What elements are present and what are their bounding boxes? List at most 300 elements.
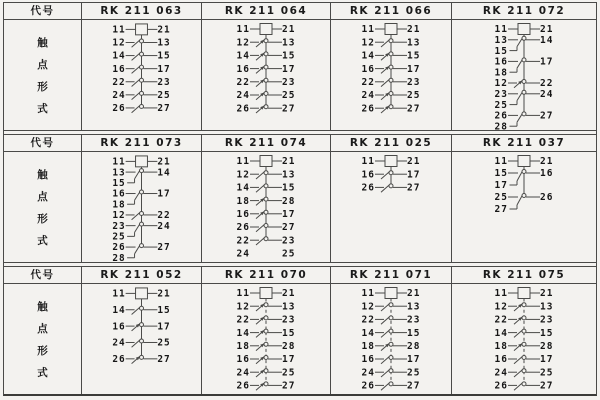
contact-pivot <box>264 39 268 43</box>
coil-symbol <box>136 24 148 35</box>
contact-schematic <box>331 153 451 263</box>
section-header-row <box>4 135 596 152</box>
contact-pivot <box>140 355 144 359</box>
terminal-label: 23 <box>112 220 126 232</box>
contact-pivot <box>522 356 526 360</box>
table-section-2 <box>4 135 596 262</box>
terminal-label: 16 <box>494 56 508 68</box>
table-section-1 <box>4 3 596 130</box>
terminal-label: 27 <box>540 110 554 122</box>
terminal-label: 16 <box>540 168 554 180</box>
terminal-label: 25 <box>407 90 421 102</box>
contact-pivot <box>264 382 268 386</box>
terminal-label: 11 <box>112 156 126 168</box>
contact-pivot <box>522 80 526 84</box>
contact-pivot <box>140 222 144 226</box>
model-code: RK 211 052 <box>82 267 202 283</box>
terminal-label: 22 <box>540 78 554 90</box>
terminal-label: 27 <box>157 354 171 366</box>
terminal-label: 26 <box>236 103 250 115</box>
terminal-label: 18 <box>361 341 375 352</box>
terminal-label: 13 <box>157 37 171 49</box>
contact-pivot <box>389 39 393 43</box>
contact-diagram <box>82 20 202 130</box>
coil-symbol <box>518 288 530 299</box>
contact-diagram <box>452 152 596 262</box>
terminal-label: 25 <box>157 90 171 102</box>
terminal-label: 13 <box>407 37 421 49</box>
terminal-label: 13 <box>282 169 296 181</box>
terminal-label: 13 <box>112 167 126 179</box>
contact-pivot <box>389 184 393 188</box>
terminal-label: 11 <box>361 288 375 300</box>
terminal-label: 14 <box>540 35 554 46</box>
contact-form-label <box>4 20 82 130</box>
coil-symbol <box>518 156 530 167</box>
terminal-label: 16 <box>361 169 375 181</box>
contact-pivot <box>389 78 393 82</box>
contact-pivot <box>389 303 393 307</box>
terminal-label: 21 <box>282 156 296 168</box>
model-code: RK 211 070 <box>202 267 331 283</box>
terminal-label: 27 <box>407 103 421 115</box>
contact-schematic <box>206 285 326 395</box>
terminal-label: 27 <box>282 103 296 115</box>
terminal-label: 17 <box>540 354 554 366</box>
terminal-label: 24 <box>112 337 126 349</box>
terminal-label: 18 <box>494 67 508 79</box>
terminal-label: 14 <box>236 182 250 194</box>
terminal-label: 28 <box>112 252 126 263</box>
terminal-label: 26 <box>361 380 375 392</box>
terminal-label: 26 <box>112 354 126 366</box>
contact-pivot <box>522 342 526 346</box>
contact-diagram <box>202 20 331 130</box>
terminal-label: 27 <box>494 204 508 216</box>
contact-form-label <box>4 284 82 394</box>
terminal-label: 11 <box>361 24 375 36</box>
contact-pivot <box>264 65 268 69</box>
terminal-label: 15 <box>282 327 296 339</box>
terminal-label: 23 <box>282 314 296 326</box>
contact-diagram <box>82 152 202 262</box>
contact-diagram <box>202 284 331 394</box>
terminal-label: 17 <box>494 180 508 192</box>
terminal-label: 21 <box>540 156 554 168</box>
terminal-label: 26 <box>112 103 126 115</box>
terminal-label: 11 <box>236 288 250 300</box>
terminal-label: 15 <box>112 177 126 189</box>
contact-form-label-char: 形 <box>37 80 48 93</box>
terminal-label: 14 <box>361 50 375 62</box>
model-code: RK 211 063 <box>82 3 202 19</box>
terminal-label: 26 <box>361 182 375 194</box>
terminal-label: 27 <box>540 380 554 392</box>
terminal-label: 21 <box>407 288 421 300</box>
section-body-row <box>4 152 596 262</box>
terminal-label: 24 <box>112 90 126 102</box>
contact-pivot <box>389 65 393 69</box>
contact-pivot <box>264 105 268 109</box>
terminal-label: 21 <box>407 24 421 36</box>
terminal-label: 11 <box>236 24 250 36</box>
contact-pivot <box>140 169 144 173</box>
contact-pivot <box>389 342 393 346</box>
model-code: RK 211 075 <box>482 269 566 281</box>
terminal-label: 26 <box>494 110 508 122</box>
contact-pivot <box>264 210 268 214</box>
terminal-label: 17 <box>407 354 421 366</box>
terminal-label: 23 <box>494 89 508 100</box>
terminal-label: 12 <box>236 37 250 49</box>
terminal-label: 15 <box>157 50 171 62</box>
terminal-label: 22 <box>157 210 171 222</box>
terminal-label: 18 <box>494 341 508 352</box>
contact-pivot <box>264 369 268 373</box>
model-code: RK 211 025 <box>331 135 452 151</box>
contact-form-label-char: 点 <box>37 190 48 203</box>
terminal-label: 25 <box>282 367 296 379</box>
terminal-label: 25 <box>407 367 421 379</box>
terminal-label: 15 <box>157 304 171 316</box>
section-header-row <box>4 267 596 284</box>
terminal-label: 28 <box>282 195 296 207</box>
coil-symbol <box>518 24 530 35</box>
terminal-label: 22 <box>236 77 250 88</box>
terminal-label: 17 <box>157 63 171 75</box>
code-header-cell: 代号 <box>4 135 82 151</box>
contact-pivot <box>389 369 393 373</box>
model-code: RK 211 073 <box>82 135 202 151</box>
terminal-label: 13 <box>282 301 296 313</box>
coil-symbol <box>385 288 397 299</box>
contact-diagram <box>202 152 331 262</box>
contact-form-label-char: 触 <box>37 168 48 181</box>
terminal-label: 23 <box>407 77 421 88</box>
terminal-label: 21 <box>157 288 171 300</box>
terminal-label: 26 <box>236 380 250 392</box>
terminal-label: 16 <box>236 63 250 75</box>
contact-pivot <box>140 211 144 215</box>
section-body-row <box>4 20 596 130</box>
terminal-label: 23 <box>282 235 296 247</box>
terminal-label: 26 <box>540 192 554 204</box>
table-section-3 <box>4 267 596 394</box>
terminal-label: 28 <box>494 121 508 131</box>
terminal-label: 14 <box>494 327 508 339</box>
contact-pivot <box>264 184 268 188</box>
terminal-label: 22 <box>361 77 375 88</box>
terminal-label: 12 <box>236 169 250 181</box>
contact-form-label-char: 式 <box>37 234 48 247</box>
terminal-label: 14 <box>361 327 375 339</box>
contact-pivot <box>140 39 144 43</box>
contact-pivot <box>389 171 393 175</box>
terminal-label: 16 <box>361 63 375 75</box>
contact-pivot <box>522 369 526 373</box>
contact-schematic <box>206 21 326 131</box>
contact-pivot <box>264 237 268 241</box>
terminal-label: 25 <box>494 192 508 204</box>
terminal-label: 16 <box>236 209 250 220</box>
contact-pivot <box>264 92 268 96</box>
contact-diagram <box>331 284 452 394</box>
terminal-label: 25 <box>282 248 296 260</box>
terminal-label: 13 <box>282 37 296 49</box>
terminal-label: 17 <box>282 209 296 220</box>
terminal-label: 23 <box>540 314 554 326</box>
terminal-label: 23 <box>282 77 296 88</box>
terminal-label: 14 <box>236 50 250 62</box>
terminal-label: 16 <box>494 354 508 366</box>
contact-pivot <box>264 316 268 320</box>
model-code: RK 211 066 <box>331 3 452 19</box>
contact-pivot <box>522 36 526 40</box>
coil-symbol <box>260 288 272 299</box>
terminal-label: 21 <box>407 156 421 168</box>
contact-pivot <box>389 329 393 333</box>
contact-form-label-char: 触 <box>37 300 48 313</box>
terminal-label: 14 <box>112 304 126 316</box>
terminal-label: 21 <box>540 288 554 300</box>
terminal-label: 21 <box>540 24 554 36</box>
terminal-label: 26 <box>494 380 508 392</box>
contact-pivot <box>522 112 526 116</box>
contact-pivot <box>140 190 144 194</box>
terminal-label: 22 <box>236 314 250 326</box>
terminal-label: 17 <box>157 321 171 333</box>
terminal-label: 15 <box>494 168 508 180</box>
contact-pivot <box>140 91 144 95</box>
section-body-row <box>4 284 596 394</box>
contact-schematic <box>82 21 201 131</box>
terminal-label: 27 <box>157 103 171 115</box>
contact-form-label <box>4 152 82 262</box>
contact-pivot <box>140 104 144 108</box>
terminal-label: 25 <box>540 367 554 379</box>
terminal-label: 15 <box>282 50 296 62</box>
contact-form-label-char: 点 <box>37 322 48 335</box>
terminal-label: 14 <box>157 167 171 179</box>
terminal-label: 12 <box>494 78 508 90</box>
terminal-label: 13 <box>494 35 508 46</box>
terminal-label: 21 <box>282 288 296 300</box>
terminal-label: 12 <box>494 301 508 313</box>
coil-symbol <box>385 24 397 35</box>
terminal-label: 16 <box>112 63 126 75</box>
terminal-label: 24 <box>157 220 171 232</box>
terminal-label: 23 <box>407 314 421 326</box>
contact-form-label-char: 形 <box>37 212 48 225</box>
contact-form-label-char: 式 <box>37 366 48 379</box>
terminal-label: 27 <box>157 242 171 254</box>
model-code: RK 211 071 <box>331 267 452 283</box>
model-code: RK 211 072 <box>482 5 566 17</box>
terminal-label: 16 <box>361 354 375 366</box>
contact-schematic <box>82 285 201 395</box>
terminal-label: 11 <box>494 156 508 168</box>
contact-pivot <box>264 224 268 228</box>
terminal-label: 24 <box>540 89 554 100</box>
terminal-label: 24 <box>236 90 250 102</box>
contact-pivot <box>264 329 268 333</box>
terminal-label: 22 <box>112 76 126 88</box>
terminal-label: 11 <box>494 288 508 300</box>
contact-pivot <box>264 171 268 175</box>
contact-pivot <box>389 356 393 360</box>
terminal-label: 23 <box>157 76 171 88</box>
terminal-label: 27 <box>407 182 421 194</box>
contact-pivot <box>140 244 144 248</box>
contact-pivot <box>140 78 144 82</box>
contact-pivot <box>522 58 526 62</box>
terminal-label: 25 <box>157 337 171 349</box>
terminal-label: 25 <box>494 99 508 111</box>
contact-schematic <box>464 285 584 395</box>
contact-pivot <box>522 316 526 320</box>
contact-pivot <box>522 170 526 174</box>
terminal-label: 11 <box>494 24 508 36</box>
contact-diagram <box>331 152 452 262</box>
terminal-label: 12 <box>112 210 126 222</box>
terminal-label: 25 <box>282 90 296 102</box>
terminal-label: 16 <box>236 354 250 366</box>
terminal-label: 22 <box>236 235 250 247</box>
contact-pivot <box>389 105 393 109</box>
terminal-label: 21 <box>282 24 296 36</box>
code-header-cell: 代号 <box>4 3 82 19</box>
contact-pivot <box>522 90 526 94</box>
contact-form-label-char: 式 <box>37 102 48 115</box>
coil-symbol <box>260 24 272 35</box>
terminal-label: 17 <box>282 354 296 366</box>
terminal-label: 24 <box>494 367 508 379</box>
terminal-label: 15 <box>282 182 296 194</box>
contact-pivot <box>389 382 393 386</box>
contact-diagram <box>331 20 452 130</box>
terminal-label: 25 <box>112 231 126 243</box>
terminal-label: 11 <box>112 288 126 300</box>
coil-symbol <box>260 156 272 167</box>
contact-pivot <box>264 356 268 360</box>
terminal-label: 28 <box>407 341 421 352</box>
terminal-label: 17 <box>282 63 296 75</box>
contact-schematic <box>331 21 451 131</box>
terminal-label: 22 <box>361 314 375 326</box>
terminal-label: 12 <box>112 37 126 49</box>
terminal-label: 21 <box>157 156 171 168</box>
model-code: RK 211 064 <box>202 3 331 19</box>
terminal-label: 18 <box>236 341 250 352</box>
contact-pivot <box>389 316 393 320</box>
terminal-label: 24 <box>361 367 375 379</box>
model-code: RK 211 074 <box>202 135 331 151</box>
terminal-label: 17 <box>540 56 554 68</box>
terminal-label: 24 <box>236 248 250 260</box>
coil-symbol <box>385 156 397 167</box>
terminal-label: 18 <box>236 195 250 207</box>
terminal-label: 15 <box>407 50 421 62</box>
terminal-label: 11 <box>112 24 126 36</box>
contact-pivot <box>140 52 144 56</box>
terminal-label: 14 <box>112 50 126 62</box>
contact-schematic <box>464 21 584 131</box>
terminal-label: 27 <box>282 380 296 392</box>
contact-pivot <box>264 303 268 307</box>
contact-diagram <box>82 284 202 394</box>
terminal-label: 24 <box>236 367 250 379</box>
contact-pivot <box>140 65 144 69</box>
coil-symbol <box>136 156 148 167</box>
terminal-label: 16 <box>112 321 126 333</box>
contact-form-label-char: 点 <box>37 58 48 71</box>
terminal-label: 17 <box>157 188 171 200</box>
terminal-label: 12 <box>361 301 375 313</box>
contact-diagram <box>452 20 596 130</box>
contact-pivot <box>140 339 144 343</box>
contact-pivot <box>140 323 144 327</box>
terminal-label: 26 <box>236 222 250 234</box>
terminal-label: 17 <box>407 63 421 75</box>
contact-pivot <box>264 197 268 201</box>
contact-diagram <box>452 284 596 394</box>
contact-schematic <box>206 153 326 263</box>
contact-schematic <box>82 153 201 263</box>
terminal-label: 22 <box>494 314 508 326</box>
contact-pivot <box>522 303 526 307</box>
contact-pivot <box>522 382 526 386</box>
terminal-label: 12 <box>236 301 250 313</box>
terminal-label: 18 <box>112 199 126 211</box>
contact-pivot <box>389 52 393 56</box>
terminal-label: 28 <box>282 341 296 352</box>
terminal-label: 26 <box>361 103 375 115</box>
contact-form-table <box>3 2 597 396</box>
contact-pivot <box>389 92 393 96</box>
terminal-label: 28 <box>540 341 554 352</box>
contact-pivot <box>140 306 144 310</box>
contact-schematic <box>331 285 451 395</box>
terminal-label: 16 <box>112 188 126 200</box>
terminal-label: 11 <box>361 156 375 168</box>
code-header-cell: 代号 <box>4 267 82 283</box>
terminal-label: 27 <box>407 380 421 392</box>
terminal-label: 14 <box>236 327 250 339</box>
section-header-row <box>4 3 596 20</box>
terminal-label: 21 <box>157 24 171 36</box>
model-code: RK 211 037 <box>482 137 566 149</box>
terminal-label: 15 <box>540 327 554 339</box>
contact-pivot <box>264 342 268 346</box>
terminal-label: 17 <box>407 169 421 181</box>
terminal-label: 11 <box>236 156 250 168</box>
coil-symbol <box>136 288 148 299</box>
contact-form-label-char: 形 <box>37 344 48 357</box>
terminal-label: 15 <box>407 327 421 339</box>
terminal-label: 13 <box>540 301 554 313</box>
terminal-label: 24 <box>361 90 375 102</box>
contact-form-label-char: 触 <box>37 36 48 49</box>
contact-schematic <box>464 153 584 263</box>
contact-pivot <box>522 194 526 198</box>
contact-pivot <box>264 78 268 82</box>
contact-pivot <box>264 52 268 56</box>
terminal-label: 12 <box>361 37 375 49</box>
terminal-label: 27 <box>282 222 296 234</box>
terminal-label: 15 <box>494 45 508 57</box>
contact-pivot <box>522 329 526 333</box>
terminal-label: 13 <box>407 301 421 313</box>
